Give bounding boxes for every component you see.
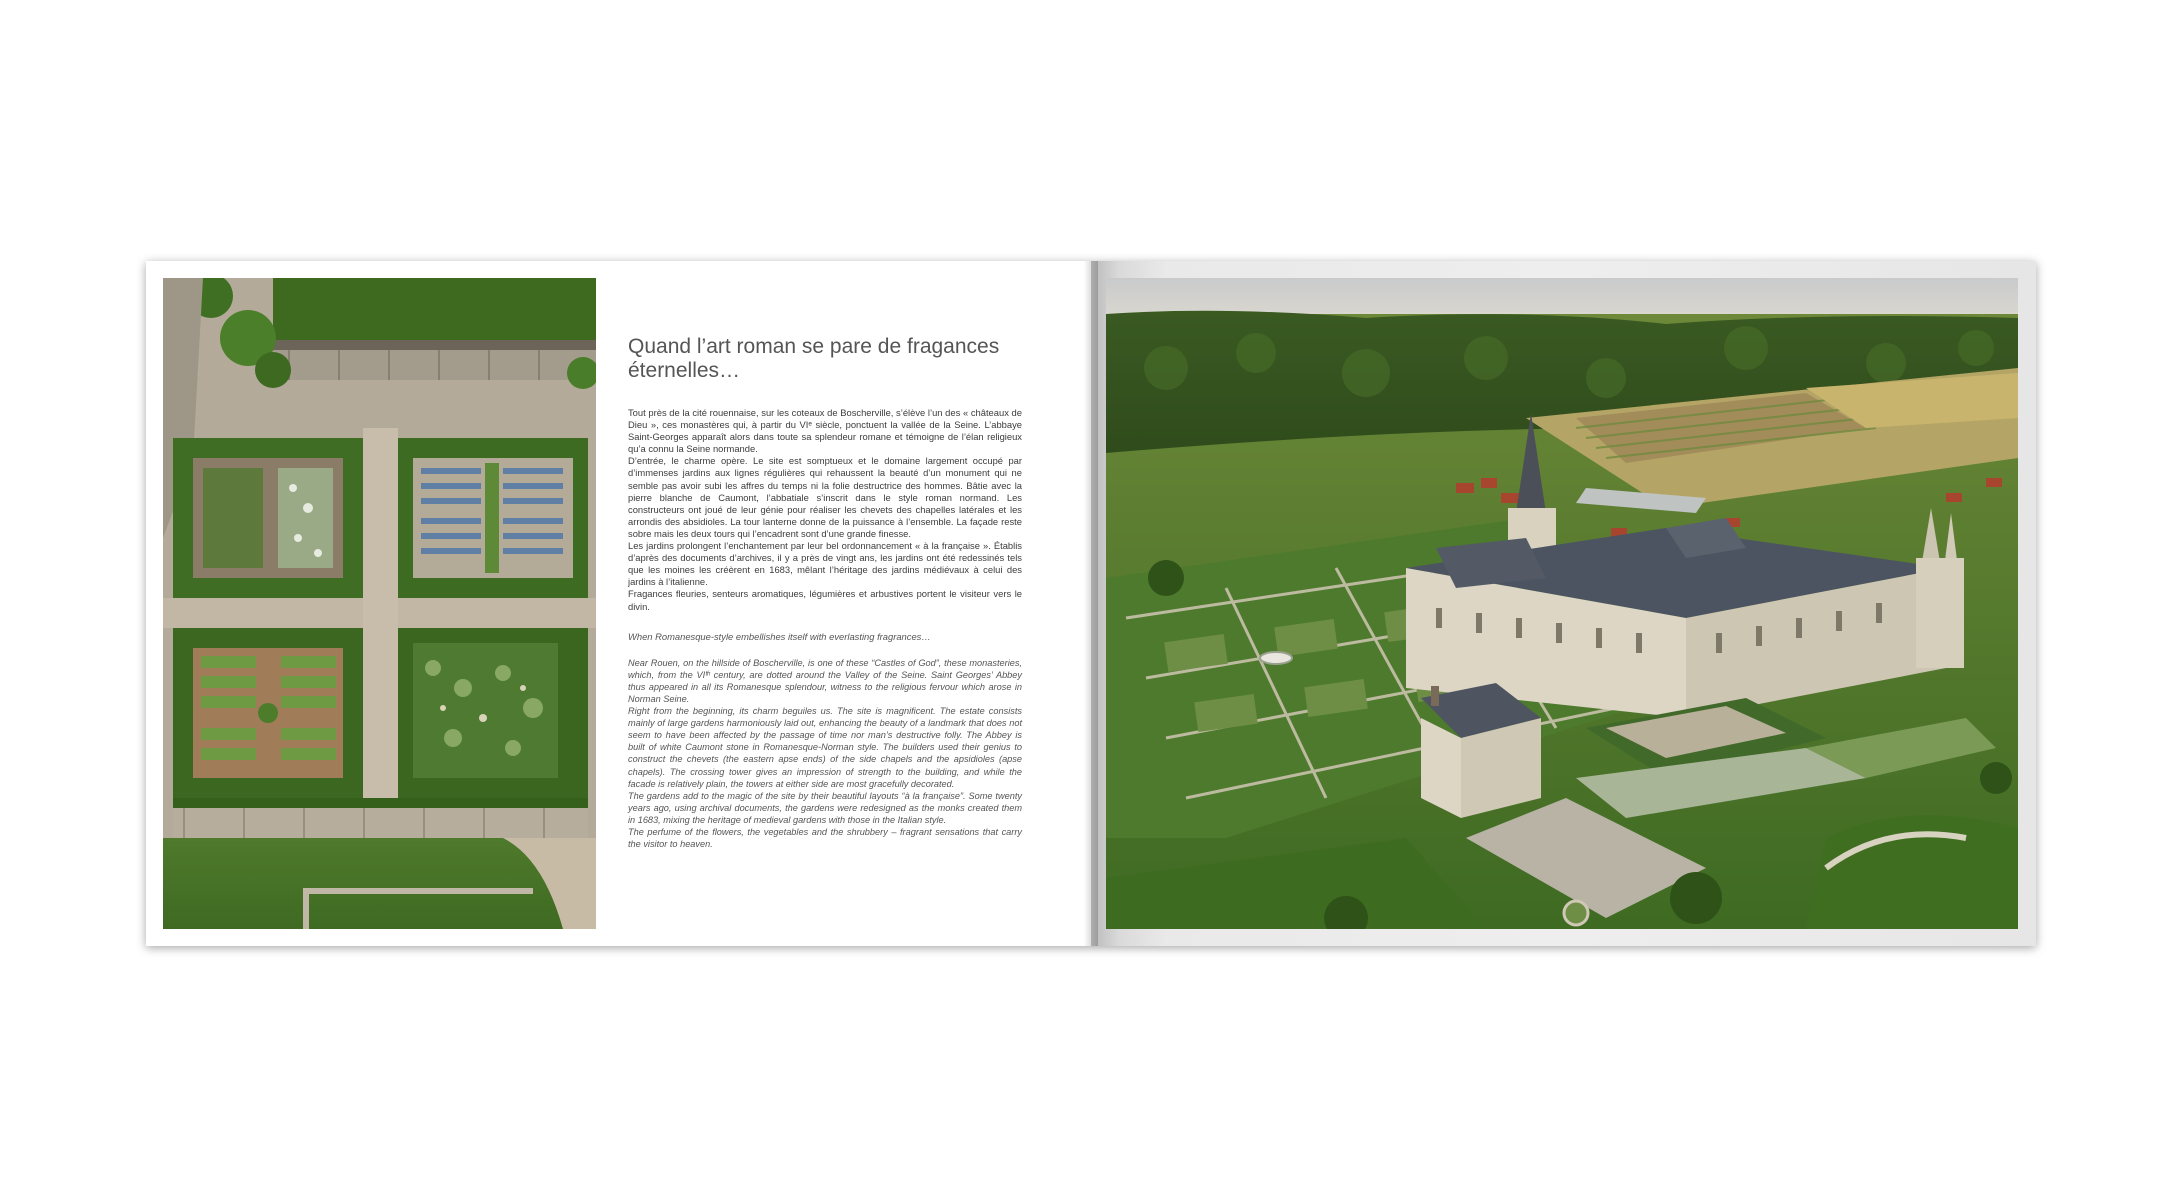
french-paragraph: Fragances fleuries, senteurs aromatiques, légumières et arbustives portent le visiteur vers le divin. [628,588,1022,612]
english-paragraph: The perfume of the flowers, the vegetables and the shrubbery – fragrant sensations that carry the visitor to heaven. [628,827,1022,850]
english-title: When Romanesque-style embellishes itself with everlasting fragrances… [628,630,931,642]
french-paragraph: Les jardins prolongent l’enchantement par leur bel ordonnancement « à la française ». Établis d’après des documents d’archives, il y a près de vingt ans, les jardins ont été redessinés tels que les moines les créèrent en 1683, mêlant l’héritage des jardins médiévaux à celui des jardins à l’italienne. [628,540,1022,588]
english-paragraph: Near Rouen, on the hillside of Boscherville, is one of these “Castles of God”, these monasteries, which, from the VIᵗʰ century, are dotted around the Valley of the Seine. Saint Georges’ Abbey thus appeared in all its Romanesque splendour, witness to the religious fervour which arose in Norman Seine. [628,657,1022,704]
english-paragraph: The gardens add to the magic of the site by their beautiful layouts “à la française”. Some twenty years ago, using archival documents, the gardens were redesigned as the monks created them in 1683, mixing the heritage of medieval gardens with those in the Italian style. [628,790,1022,825]
french-paragraph: Tout près de la cité rouennaise, sur les coteaux de Boscherville, s’élève l’un des « châteaux de Dieu », ces monastères qui, à partir du VIᵉ siècle, ponctuent la vallée de la Seine. L’abbaye Saint-Georges apparaît alors dans toute sa splendeur romane et témoigne de l’élan religieux qu’a connu la Seine normande. [628,407,1022,455]
french-paragraph: D’entrée, le charme opère. Le site est somptueux et le domaine largement occupé par d’immenses jardins aux lignes régulières qui rehaussent la beauté d’un monument qui ne semble pas avoir subi les affres du temps ni la folie destructrice des hommes. Bâtie avec la pierre blanche de Caumont, l’abbatiale s’inscrit dans le style roman normand. Les constructeurs ont joué de leur génie pour réaliser les chevets des chapelles latérales et les arrondis des absidioles. La tour lanterne donne de la puissance à l’ensemble. La façade reste sobre mais les deux tours qui l’encadrent sont d’une grande finesse. [628,455,1022,539]
garden-aerial-photo [163,278,596,929]
abbey-aerial-photo [1106,278,2018,929]
left-page [146,261,1091,946]
english-paragraph: Right from the beginning, its charm beguiles us. The site is magnificent. The estate consists mainly of large gardens harmoniously laid out, enhancing the beauty of a landmark that does not seem to have been affected by the passage of time nor man’s destructive folly. The Abbey is built of white Caumont stone in Romanesque-Norman style. The builders used their genius to construct the chevets (the eastern apse ends) of the side chapels and the apsidioles (apse chapels). The crossing tower gives an impression of strength to the building, and while the facade is relatively plain, the towers at either side are most gracefully decorated. [628,706,1022,789]
article-heading: Quand l’art roman se pare de fragances éternelles… [628,335,1000,382]
book-spread [146,261,2036,946]
article-text [628,335,1022,850]
book-gutter [1084,261,1098,946]
